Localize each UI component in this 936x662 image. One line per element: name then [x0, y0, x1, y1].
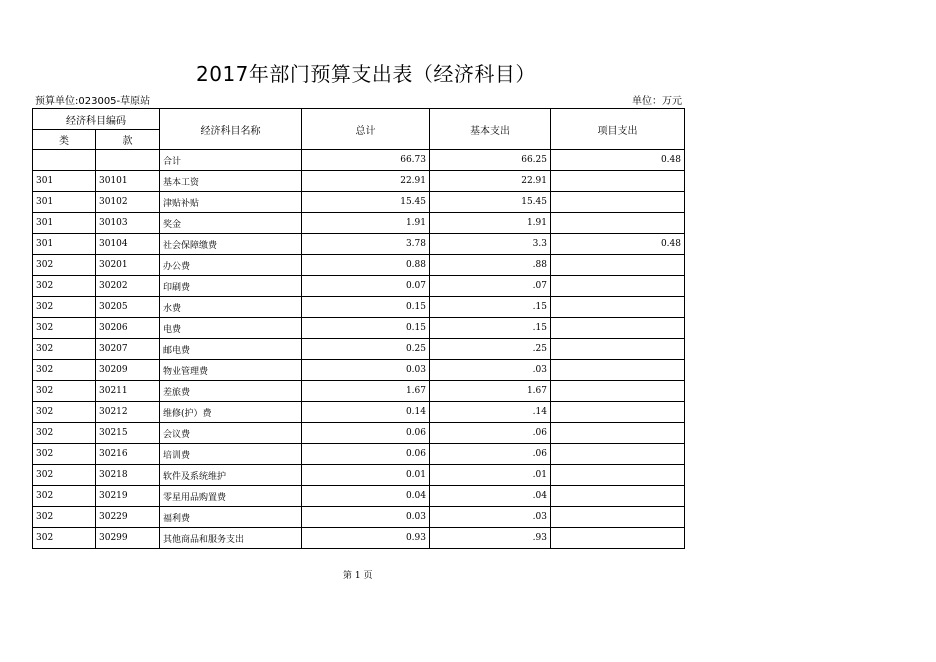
kuan-cell: 30205	[96, 297, 160, 318]
kuan-cell: 30102	[96, 192, 160, 213]
total-cell: 1.67	[302, 381, 430, 402]
project-cell	[551, 444, 685, 465]
header-row	[33, 109, 685, 130]
total-cell: 0.14	[302, 402, 430, 423]
table-row	[33, 507, 685, 528]
header-lei: 类	[33, 130, 96, 150]
name-cell: 社会保障缴费	[160, 234, 302, 255]
lei-cell: 301	[33, 234, 96, 255]
name-cell: 奖金	[160, 213, 302, 234]
basic-cell: .03	[430, 507, 551, 528]
kuan-cell: 30218	[96, 465, 160, 486]
page-title: 2017年部门预算支出表（经济科目）	[196, 62, 536, 86]
kuan-cell: 30201	[96, 255, 160, 276]
total-cell: 1.91	[302, 213, 430, 234]
table-row	[33, 465, 685, 486]
total-total: 66.73	[302, 150, 430, 171]
total-basic: 66.25	[430, 150, 551, 171]
table-row	[33, 171, 685, 192]
header-name: 经济科目名称	[160, 109, 302, 150]
lei-cell: 302	[33, 297, 96, 318]
page-number: 第 1 页	[343, 571, 373, 581]
lei-cell: 302	[33, 444, 96, 465]
kuan-cell: 30202	[96, 276, 160, 297]
lei-cell: 302	[33, 339, 96, 360]
project-cell	[551, 192, 685, 213]
kuan-cell: 30212	[96, 402, 160, 423]
table-row	[33, 486, 685, 507]
kuan-cell: 30216	[96, 444, 160, 465]
table-row	[33, 360, 685, 381]
lei-cell: 302	[33, 402, 96, 423]
name-cell: 电费	[160, 318, 302, 339]
table-row	[33, 339, 685, 360]
basic-cell: 1.67	[430, 381, 551, 402]
name-cell: 津贴补贴	[160, 192, 302, 213]
total-cell: 0.15	[302, 318, 430, 339]
lei-cell: 302	[33, 507, 96, 528]
name-cell: 差旅费	[160, 381, 302, 402]
project-cell	[551, 381, 685, 402]
total-cell: 22.91	[302, 171, 430, 192]
table-row	[33, 381, 685, 402]
name-cell: 会议费	[160, 423, 302, 444]
kuan-cell: 30215	[96, 423, 160, 444]
project-cell	[551, 297, 685, 318]
table-row	[33, 297, 685, 318]
basic-cell: .06	[430, 423, 551, 444]
kuan-cell: 30219	[96, 486, 160, 507]
project-cell	[551, 423, 685, 444]
table-row	[33, 213, 685, 234]
total-project: 0.48	[551, 150, 685, 171]
kuan-cell: 30209	[96, 360, 160, 381]
table-row	[33, 318, 685, 339]
basic-cell: 1.91	[430, 213, 551, 234]
basic-cell: .01	[430, 465, 551, 486]
total-cell: 0.15	[302, 297, 430, 318]
total-cell: 0.07	[302, 276, 430, 297]
basic-cell: .25	[430, 339, 551, 360]
basic-cell: .14	[430, 402, 551, 423]
total-cell: 0.03	[302, 507, 430, 528]
total-cell: 0.25	[302, 339, 430, 360]
total-cell: 0.04	[302, 486, 430, 507]
total-label: 合计	[160, 150, 302, 171]
header-project: 项目支出	[551, 109, 685, 150]
name-cell: 软件及系统维护	[160, 465, 302, 486]
lei-cell: 301	[33, 171, 96, 192]
basic-cell: .03	[430, 360, 551, 381]
lei-cell: 302	[33, 528, 96, 549]
basic-cell: 22.91	[430, 171, 551, 192]
header-total: 总计	[302, 109, 430, 150]
project-cell	[551, 528, 685, 549]
project-cell	[551, 507, 685, 528]
table-row	[33, 192, 685, 213]
basic-cell: .07	[430, 276, 551, 297]
project-cell	[551, 318, 685, 339]
kuan-cell: 30206	[96, 318, 160, 339]
name-cell: 维修(护）费	[160, 402, 302, 423]
kuan-cell: 30211	[96, 381, 160, 402]
lei-cell: 302	[33, 486, 96, 507]
project-cell	[551, 360, 685, 381]
total-cell: 0.88	[302, 255, 430, 276]
table-row	[33, 423, 685, 444]
project-cell	[551, 171, 685, 192]
kuan-cell: 30207	[96, 339, 160, 360]
name-cell: 零星用品购置费	[160, 486, 302, 507]
lei-cell: 302	[33, 465, 96, 486]
lei-cell: 301	[33, 192, 96, 213]
total-cell: 0.03	[302, 360, 430, 381]
name-cell: 培训费	[160, 444, 302, 465]
header-basic: 基本支出	[430, 109, 551, 150]
total-cell: 0.01	[302, 465, 430, 486]
table-row	[33, 255, 685, 276]
basic-cell: .04	[430, 486, 551, 507]
budget-table	[32, 108, 685, 549]
name-cell: 印刷费	[160, 276, 302, 297]
name-cell: 福利费	[160, 507, 302, 528]
basic-cell: .15	[430, 318, 551, 339]
total-kuan-cell	[96, 150, 160, 171]
table-row	[33, 276, 685, 297]
name-cell: 其他商品和服务支出	[160, 528, 302, 549]
table-row	[33, 402, 685, 423]
project-cell: 0.48	[551, 234, 685, 255]
total-cell: 0.06	[302, 444, 430, 465]
total-row	[33, 150, 685, 171]
name-cell: 邮电费	[160, 339, 302, 360]
total-cell: 3.78	[302, 234, 430, 255]
currency-unit-label: 单位：万元	[632, 96, 682, 107]
table-row	[33, 444, 685, 465]
lei-cell: 302	[33, 423, 96, 444]
header-kuan: 款	[96, 130, 160, 150]
lei-cell: 302	[33, 255, 96, 276]
table-row	[33, 528, 685, 549]
name-cell: 水费	[160, 297, 302, 318]
name-cell: 办公费	[160, 255, 302, 276]
project-cell	[551, 276, 685, 297]
kuan-cell: 30104	[96, 234, 160, 255]
total-cell: 0.06	[302, 423, 430, 444]
total-cell: 0.93	[302, 528, 430, 549]
lei-cell: 302	[33, 318, 96, 339]
table-row	[33, 234, 685, 255]
project-cell	[551, 402, 685, 423]
kuan-cell: 30299	[96, 528, 160, 549]
project-cell	[551, 213, 685, 234]
lei-cell: 302	[33, 360, 96, 381]
basic-cell: .06	[430, 444, 551, 465]
basic-cell: .15	[430, 297, 551, 318]
basic-cell: .93	[430, 528, 551, 549]
budget-unit-label: 预算单位:023005-草原站	[35, 96, 151, 107]
kuan-cell: 30101	[96, 171, 160, 192]
project-cell	[551, 339, 685, 360]
basic-cell: .88	[430, 255, 551, 276]
total-lei-cell	[33, 150, 96, 171]
header-code-group: 经济科目编码	[33, 109, 160, 130]
project-cell	[551, 486, 685, 507]
lei-cell: 302	[33, 276, 96, 297]
name-cell: 物业管理费	[160, 360, 302, 381]
lei-cell: 302	[33, 381, 96, 402]
basic-cell: 3.3	[430, 234, 551, 255]
project-cell	[551, 465, 685, 486]
project-cell	[551, 255, 685, 276]
kuan-cell: 30229	[96, 507, 160, 528]
basic-cell: 15.45	[430, 192, 551, 213]
name-cell: 基本工资	[160, 171, 302, 192]
kuan-cell: 30103	[96, 213, 160, 234]
lei-cell: 301	[33, 213, 96, 234]
total-cell: 15.45	[302, 192, 430, 213]
